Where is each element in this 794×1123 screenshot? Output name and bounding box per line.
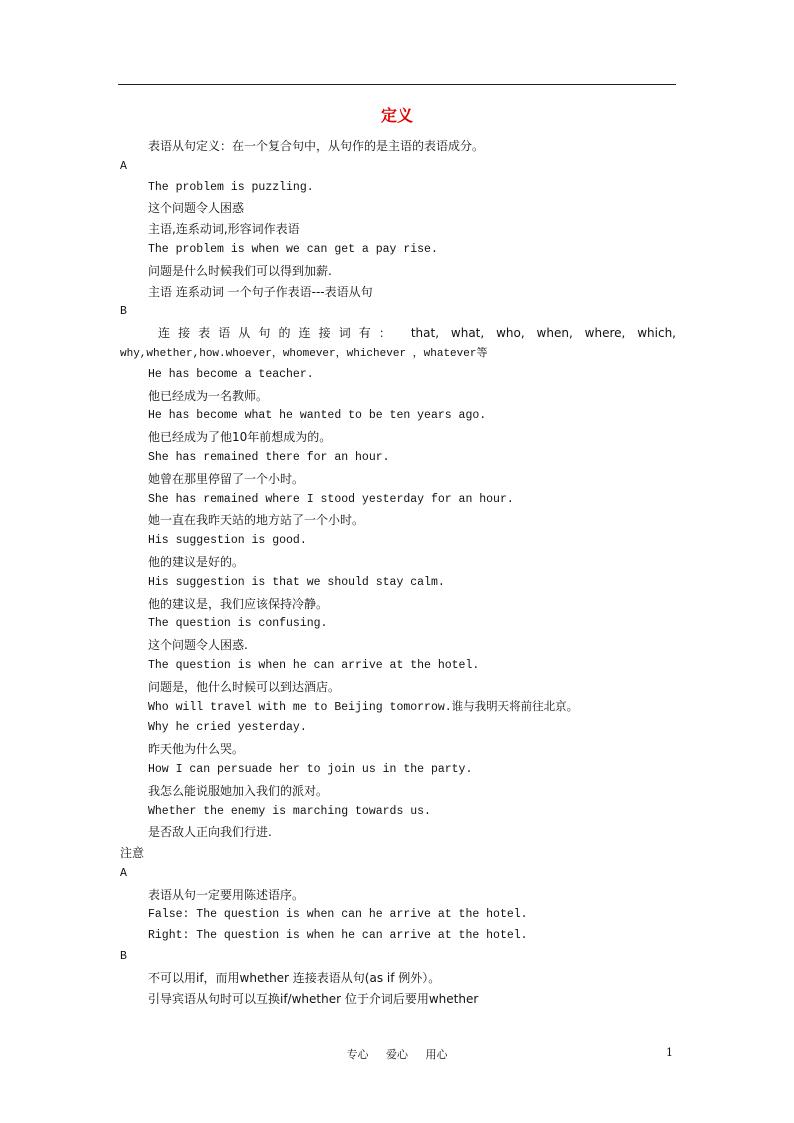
example-line: 问题是什么时候我们可以得到加薪. [148, 263, 332, 278]
example-line: She has remained there for an hour. [148, 450, 390, 464]
header-rule [118, 84, 676, 85]
note-line: Right: The question is when he can arrive at the hotel. [148, 929, 528, 943]
example-line: The problem is puzzling. [148, 180, 314, 194]
example-line: 主语 连系动词 一个句子作表语---表语从句 [148, 284, 373, 299]
page-footer: 专心 爱心 用心 [346, 1048, 448, 1061]
section-label: A [120, 159, 127, 173]
section-label: B [120, 950, 127, 964]
example-line: His suggestion is good. [148, 534, 307, 548]
page-title: 定义 [380, 106, 413, 125]
example-line: His suggestion is that we should stay calm. [148, 575, 445, 589]
example-line: She has remained where I stood yesterday for an hour. [148, 492, 514, 506]
example-line: Why he cried yesterday. [148, 721, 307, 735]
page-number: 1 [666, 1046, 673, 1059]
example-line: 是否敌人正向我们行进. [148, 825, 272, 840]
example-line: 我怎么能说服她加入我们的派对。 [148, 783, 329, 798]
example-line: 这个问题令人困惑 [148, 201, 245, 216]
example-line: He has become a teacher. [148, 367, 314, 381]
example-line: 问题是，他什么时候可以到达酒店。 [148, 679, 341, 694]
example-line: The question is when he can arrive at the hotel. [148, 658, 480, 672]
example-line: 这个问题令人困惑. [148, 638, 248, 653]
example-line: Whether the enemy is marching towards us. [148, 804, 431, 818]
example-line: The question is confusing. [148, 617, 328, 631]
example-line: How I can persuade her to join us in the party. [148, 762, 473, 776]
intro-text: 表语从句定义：在一个复合句中，从句作的是主语的表语成分。 [148, 139, 485, 153]
example-line: 她一直在我昨天站的地方站了一个小时。 [148, 513, 365, 528]
example-line: Who will travel with me to Beijing tomorrow.谁与我明天将前往北京。 [148, 700, 579, 714]
note-line: 不可以用if，而用whether 连接表语从句(as if 例外）。 [148, 970, 441, 985]
section-label: A [120, 866, 127, 880]
connectors-line: why,whether,how.whoever，whomever，whichever ，whatever等 [120, 347, 488, 360]
example-line: 昨天他为什么哭。 [148, 742, 245, 757]
example-line: 她曾在那里停留了一个小时。 [148, 471, 305, 486]
example-line: The problem is when we can get a pay rise. [148, 242, 438, 256]
example-line: 他已经成为一名教师。 [148, 388, 269, 403]
example-line: 主语,连系动词,形容词作表语 [148, 222, 300, 237]
example-line: 他的建议是，我们应该保持冷静。 [148, 596, 329, 611]
note-line: 引导宾语从句时可以互换if/whether 位于介词后要用whether [148, 991, 479, 1006]
note-line: 表语从句一定要用陈述语序。 [148, 887, 305, 902]
example-line: 他已经成为了他10年前想成为的。 [148, 430, 332, 445]
example-line: 他的建议是好的。 [148, 554, 245, 569]
connectors-line: 连接表语从句的连接词有： that, what, who, when, where, which, [158, 326, 676, 341]
example-line: He has become what he wanted to be ten years ago. [148, 409, 487, 423]
note-heading: 注意 [120, 846, 145, 861]
section-label: B [120, 305, 127, 319]
note-line: False: The question is when can he arrive at the hotel. [148, 908, 528, 922]
document-body [120, 136, 676, 1009]
